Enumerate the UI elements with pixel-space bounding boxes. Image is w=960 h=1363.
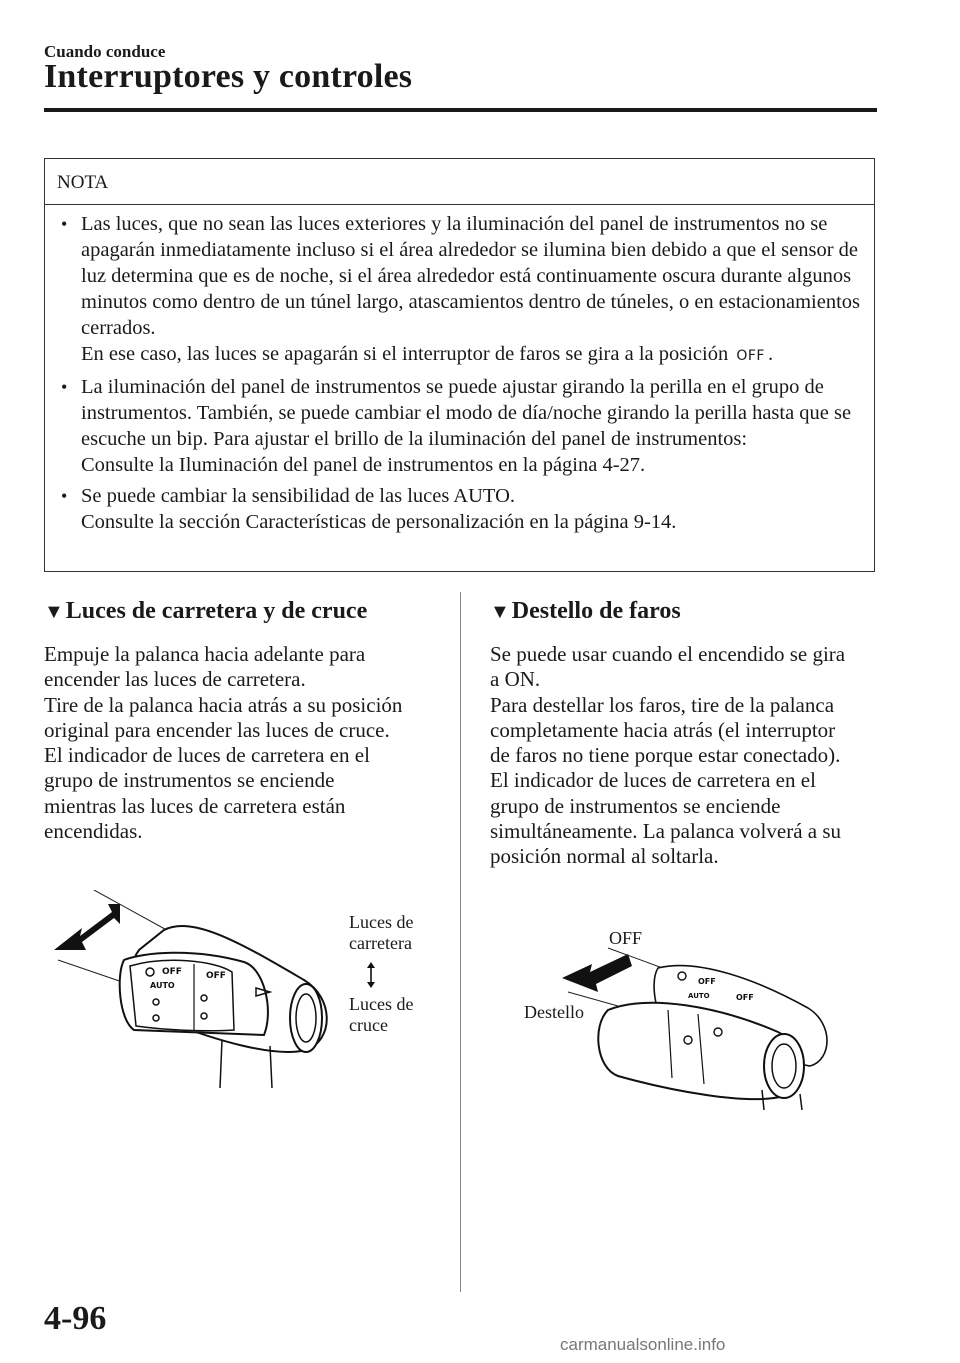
left-section-title-text: Luces de carretera y de cruce [65,598,368,624]
note-item [81,483,860,535]
right-section-title [490,598,681,625]
off-position-label: OFF [609,928,643,948]
page-title: Interruptores y controles [44,58,413,95]
note-item-text: Se puede cambiar la sensibilidad de las luces AUTO. [81,485,515,507]
off-label: OFF [162,967,182,977]
arrow-left-icon [562,954,632,992]
right-body-text: Se puede usar cuando el encendido se gira a ON. Para destellar los faros, tire de la palanca completamente hacia atrás (el interruptor de faros no tiene porque estar conectado). El indicador de luces de carretera en el grupo de instrumentos se enciende simultáneamente. La palanca volverá a su posición normal al soltarla. [490,642,846,869]
up-down-arrow-icon [364,962,378,988]
note-list [45,205,874,535]
watermark: carmanualsonline.info [560,1335,726,1354]
note-item-text: Las luces, que no sean las luces exteriores y la iluminación del panel de instrumentos no se apagarán inmediatamente incluso si el área alrededor se ilumina bien debido a que el sensor de luz determina que es de noche, si el área alrededor está continuamente oscura durante algunos minutos como dentro de un túnel largo, atascamientos dentro de túneles, o en estacionamientos cerrados. [81,213,860,339]
double-arrow-icon [54,904,120,950]
low-beam-label: Luces de cruce [349,994,414,1035]
off-symbol: OFF [736,348,765,364]
auto-label: AUTO [688,992,710,1000]
note-item-reference: Consulte la sección Características de personalización en la página 9-14. [81,511,677,533]
title-rule [44,108,877,112]
note-item-text: La iluminación del panel de instrumentos se puede ajustar girando la perilla en el grupo de instrumentos. También, se puede cambiar el modo de día/noche girando la perilla hasta que se escuche un bip. Para ajustar el brillo de la iluminación del panel de instrumentos: [81,376,852,450]
note-heading: NOTA [45,159,874,205]
note-item [81,374,860,478]
note-item-text: En ese caso, las luces se apagarán si el interruptor de faros se gira a la posición [81,343,729,365]
column-divider [460,592,461,1292]
lever-flash-figure [548,940,848,1110]
left-section-title [44,598,367,625]
right-section-title-text: Destello de faros [511,598,681,624]
triangle-down-icon: ▼ [490,601,510,623]
off-label: OFF [206,971,226,981]
lever-high-low-figure [44,890,344,1090]
auto-label: AUTO [150,981,175,990]
note-item-end: . [767,343,774,365]
left-body-text: Empuje la palanca hacia adelante para encender las luces de carretera. Tire de la palanca hacia atrás a su posición original para encender las luces de cruce. El indicador de luces de carretera en el grupo de instrumentos se enciende mientras las luces de carretera están encendidas. [44,642,403,844]
flash-label: Destello [524,1002,584,1022]
note-item-reference: Consulte la Iluminación del panel de instrumentos en la página 4-27. [81,454,646,476]
triangle-down-icon: ▼ [44,601,64,623]
note-box [44,158,875,572]
high-beam-label: Luces de carretera [349,912,414,953]
off-label: OFF [698,977,716,986]
page-number: 4-96 [44,1300,107,1337]
section-label: Cuando conduce [44,42,166,61]
note-item [81,211,860,369]
off-label: OFF [736,993,754,1002]
